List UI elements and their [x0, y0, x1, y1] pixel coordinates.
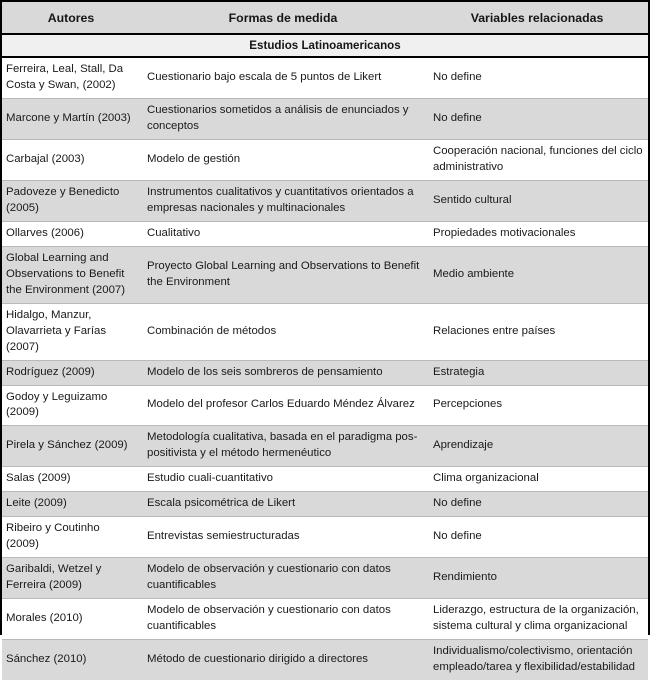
table-row	[2, 139, 648, 180]
cell-measure: Combinación de métodos	[140, 303, 426, 360]
cell-measure: Método de cuestionario dirigido a directores	[140, 640, 426, 680]
section-row	[2, 34, 648, 57]
cell-variables: Medio ambiente	[426, 246, 648, 303]
cell-author: Godoy y Leguizamo (2009)	[2, 385, 140, 426]
cell-variables: Estrategia	[426, 360, 648, 385]
research-table	[2, 2, 648, 680]
column-header-variables-relacionadas: Variables relacionadas	[426, 2, 648, 34]
cell-variables: Rendimiento	[426, 558, 648, 599]
table-row	[2, 517, 648, 558]
cell-variables: Aprendizaje	[426, 426, 648, 467]
table-row	[2, 599, 648, 640]
cell-variables: Percepciones	[426, 385, 648, 426]
cell-measure: Proyecto Global Learning and Observations to Benefit the Environment	[140, 246, 426, 303]
cell-measure: Modelo de observación y cuestionario con datos cuantificables	[140, 599, 426, 640]
cell-author: Ollarves (2006)	[2, 221, 140, 246]
table-row	[2, 640, 648, 680]
cell-author: Carbajal (2003)	[2, 139, 140, 180]
table-row	[2, 385, 648, 426]
table-header	[2, 2, 648, 34]
cell-variables: No define	[426, 57, 648, 98]
header-row	[2, 2, 648, 34]
cell-author: Rodríguez (2009)	[2, 360, 140, 385]
cell-measure: Entrevistas semiestructuradas	[140, 517, 426, 558]
cell-measure: Escala psicométrica de Likert	[140, 492, 426, 517]
cell-measure: Cuestionarios sometidos a análisis de enunciados y conceptos	[140, 98, 426, 139]
cell-variables: Propiedades motivacionales	[426, 221, 648, 246]
cell-measure: Cuestionario bajo escala de 5 puntos de Likert	[140, 57, 426, 98]
cell-measure: Instrumentos cualitativos y cuantitativos orientados a empresas nacionales y multinacionales	[140, 180, 426, 221]
cell-variables: Cooperación nacional, funciones del ciclo administrativo	[426, 139, 648, 180]
section-title: Estudios Latinoamericanos	[2, 34, 648, 57]
cell-measure: Estudio cuali-cuantitativo	[140, 467, 426, 492]
cell-author: Leite (2009)	[2, 492, 140, 517]
cell-author: Sánchez (2010)	[2, 640, 140, 680]
table-row	[2, 221, 648, 246]
cell-measure: Modelo de los seis sombreros de pensamiento	[140, 360, 426, 385]
table-row	[2, 492, 648, 517]
cell-variables: Sentido cultural	[426, 180, 648, 221]
cell-measure: Cualitativo	[140, 221, 426, 246]
table-row	[2, 180, 648, 221]
cell-measure: Modelo del profesor Carlos Eduardo Méndez Álvarez	[140, 385, 426, 426]
cell-author: Garibaldi, Wetzel y Ferreira (2009)	[2, 558, 140, 599]
table-section-header	[2, 34, 648, 57]
cell-variables: No define	[426, 98, 648, 139]
cell-variables: Relaciones entre países	[426, 303, 648, 360]
table-row	[2, 246, 648, 303]
cell-measure: Metodología cualitativa, basada en el paradigma pos-positivista y el método hermenéutico	[140, 426, 426, 467]
cell-author: Marcone y Martín (2003)	[2, 98, 140, 139]
table-row	[2, 303, 648, 360]
table-body	[2, 57, 648, 680]
column-header-autores: Autores	[2, 2, 140, 34]
table-row	[2, 426, 648, 467]
cell-variables: No define	[426, 492, 648, 517]
cell-author: Morales (2010)	[2, 599, 140, 640]
table-row	[2, 467, 648, 492]
column-header-formas-de-medida: Formas de medida	[140, 2, 426, 34]
cell-author: Pirela y Sánchez (2009)	[2, 426, 140, 467]
cell-author: Padoveze y Benedicto (2005)	[2, 180, 140, 221]
table-row	[2, 558, 648, 599]
cell-author: Global Learning and Observations to Benefit the Environment (2007)	[2, 246, 140, 303]
cell-author: Ribeiro y Coutinho (2009)	[2, 517, 140, 558]
table-row	[2, 98, 648, 139]
cell-measure: Modelo de observación y cuestionario con datos cuantificables	[140, 558, 426, 599]
cell-variables: Individualismo/colectivismo, orientación empleado/tarea y flexibilidad/estabilidad	[426, 640, 648, 680]
table-row	[2, 360, 648, 385]
cell-measure: Modelo de gestión	[140, 139, 426, 180]
table-row	[2, 57, 648, 98]
cell-author: Salas (2009)	[2, 467, 140, 492]
cell-variables: Liderazgo, estructura de la organización, sistema cultural y clima organizacional	[426, 599, 648, 640]
cell-author: Ferreira, Leal, Stall, Da Costa y Swan, (2002)	[2, 57, 140, 98]
cell-variables: No define	[426, 517, 648, 558]
cell-author: Hidalgo, Manzur, Olavarrieta y Farías (2007)	[2, 303, 140, 360]
cell-variables: Clima organizacional	[426, 467, 648, 492]
